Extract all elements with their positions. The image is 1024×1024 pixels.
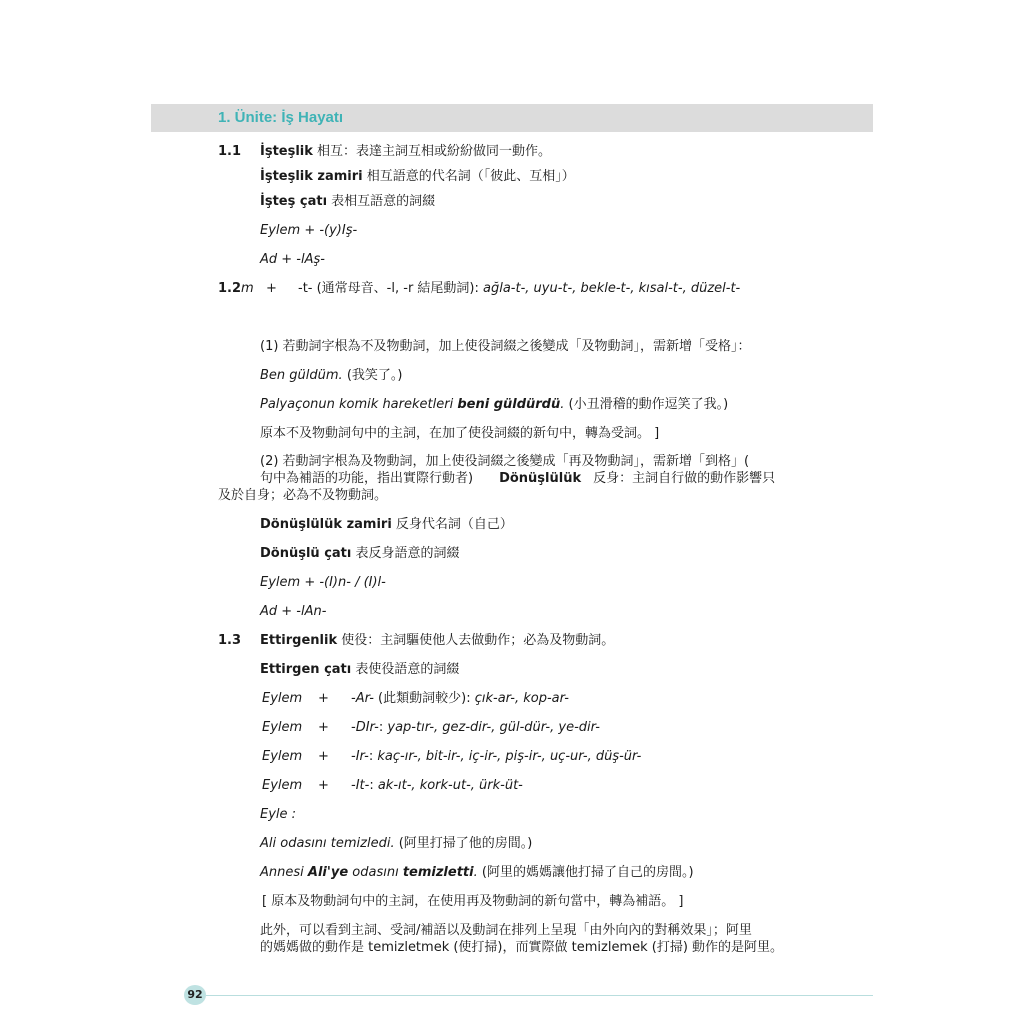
suffix-note: : [368,749,378,764]
isteslik-zamiri-line [260,168,575,186]
row-plus-sign: + [318,749,329,764]
example-2 [260,864,694,882]
formula-noun: Ad + -lAn- [260,604,327,619]
suffix-note: : [378,720,388,735]
row-suffix-rule [351,777,523,795]
example-turkish: Ali odasını temizledi. [260,836,395,851]
example-translation: (阿里打掃了他的房間。) [394,836,533,851]
example-highlight: Ali'ye [307,865,349,880]
row-plus-sign: + [318,720,329,735]
definition: 表反身語意的詞綴 [351,546,460,561]
rule-text: -t- (通常母音、-l, -r 結尾動詞): [298,281,484,296]
formula-noun: Ad + -lAş- [260,252,325,267]
page-number: 92 [184,985,206,1005]
definition: 相互：表達主詞互相或紛紛做同一動作。 [312,144,552,159]
term: İşteşlik [260,144,313,159]
example-turkish: Annesi [260,865,308,880]
note-2: [ 原本及物動詞句中的主詞，在使用再及物動詞的新句當中，轉為補語。 ] [262,894,684,909]
example-turkish: Ben güldüm. [260,368,343,383]
causative-rule [298,280,740,298]
example-highlight: beni güldürdü [457,397,561,412]
suffix-examples: çık-ar-, kop-ar- [474,691,569,706]
paragraph-text: 句中為補語的功能，指出實際行動者) [260,471,474,486]
term: Dönüşlülük zamiri [260,517,392,532]
row-plus-sign: + [318,691,329,706]
example-turkish-end: . [560,397,565,412]
paragraph-1: (1) 若動詞字根為不及物動詞，加上使役詞綴之後變成「及物動詞」，需新增「受格」： [260,339,751,354]
suffix: -Ir- [351,749,369,764]
suffix: -It- [351,778,370,793]
example-translation: (我笑了。) [342,368,403,383]
ettirgenlik-line [260,632,614,650]
plus-sign: + [266,281,277,296]
footer-rule [206,995,873,996]
section-number-suffix: m [241,281,254,296]
suffix-examples: ak-ıt-, kork-ut-, ürk-üt- [377,778,523,793]
definition: 表相互語意的詞綴 [327,194,436,209]
example-turkish: Palyaçonun komik hareketleri [260,397,458,412]
definition: 反身代名詞（自己） [391,517,513,532]
section-number-1-2 [218,280,254,298]
eyle-label: Eyle : [260,807,297,822]
row-verb-label: Eylem [262,749,303,764]
example-1 [260,835,532,853]
note-1: 原本不及物動詞句中的主詞，在加了使役詞綴的新句中，轉為受詞。 ] [260,426,660,441]
section-number: 1.2 [218,281,242,296]
row-plus-sign: + [318,778,329,793]
suffix: -Ar- [351,691,374,706]
section-number-1-1: 1.1 [218,144,242,159]
definition: 使役：主詞驅使他人去做動作；必為及物動詞。 [337,633,615,648]
formula-verb: Eylem + -(y)Iş- [260,223,358,238]
suffix-examples: yap-tır-, gez-dir-, gül-dür-, ye-dir- [387,720,600,735]
row-suffix-rule [351,748,641,766]
istes-cati-line [260,193,435,211]
suffix-examples: kaç-ır-, bit-ir-, iç-ir-, piş-ir-, uç-ur-, düş-ür- [377,749,642,764]
unit-title: 1. Ünite: İş Hayatı [218,109,344,126]
row-verb-label: Eylem [262,720,303,735]
example-translation: (小丑滑稽的動作逗笑了我。) [564,397,729,412]
term: Ettirgenlik [260,633,338,648]
suffix-note: (此類動詞較少): [373,691,475,706]
example-2 [260,396,728,414]
paragraph-2-line-3: 及於自身；必為不及物動詞。 [218,488,388,503]
donusluluk-zamiri-line [260,516,513,534]
rule-examples: ağla-t-, uyu-t-, bekle-t-, kısal-t-, düzel-t- [483,281,741,296]
suffix-note: : [369,778,378,793]
ettirgen-cati-line [260,661,459,679]
term: İşteş çatı [260,194,328,209]
term: İşteşlik zamiri [260,169,363,184]
definition: 相互語意的代名詞（「彼此、互相」） [362,169,575,184]
example-turkish: odasını [348,865,403,880]
example-turkish-end: . [473,865,478,880]
row-verb-label: Eylem [262,778,303,793]
example-translation: (阿里的媽媽讓他打掃了自己的房間。) [477,865,694,880]
suffix: -DIr- [351,720,379,735]
formula-verb: Eylem + -(I)n- / (I)l- [260,575,386,590]
paragraph-2-line-2 [260,470,775,488]
paragraph-2-line-1: (2) 若動詞字根為及物動詞，加上使役詞綴之後變成「再及物動詞」，需新增「到格」( [260,454,750,469]
example-1 [260,367,402,385]
donuslu-cati-line [260,545,460,563]
closing-paragraph-line-1: 此外，可以看到主詞、受詞/補語以及動詞在排列上呈現「由外向內的對稱效果」；阿里 [260,923,752,938]
row-suffix-rule [351,719,600,737]
term: Dönüşlü çatı [260,546,352,561]
closing-paragraph-line-2: 的媽媽做的動作是 temizletmek (使打掃)，而實際做 temizlemek (打掃) 動作的是阿里。 [260,940,784,955]
row-suffix-rule [351,690,569,708]
section-number-1-3: 1.3 [218,633,242,648]
term: Dönüşlülük [499,471,582,486]
definition: 表使役語意的詞綴 [351,662,460,677]
row-verb-label: Eylem [262,691,303,706]
example-highlight: temizletti [402,865,474,880]
term: Ettirgen çatı [260,662,352,677]
isteslik-line [260,143,551,161]
paragraph-text: 反身：主詞自行做的動作影響只 [593,471,776,486]
